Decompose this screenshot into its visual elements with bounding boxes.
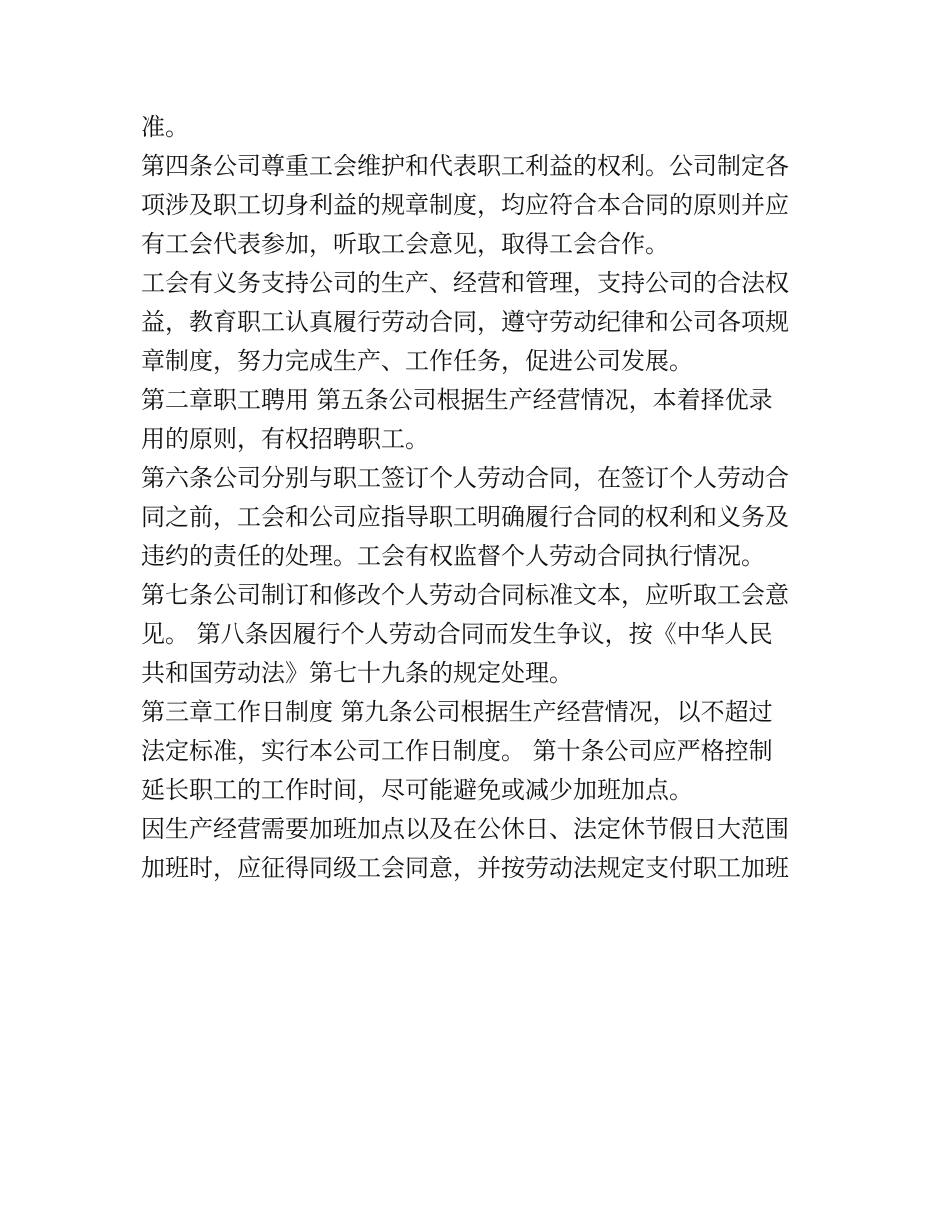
text-line: 章制度，努力完成生产、工作任务，促进公司发展。 <box>141 347 693 375</box>
text-line: 见。 第八条因履行个人劳动合同而发生争议，按《中华人民 <box>141 620 773 648</box>
text-line: 第三章工作日制度 第九条公司根据生产经营情况，以不超过 <box>141 698 773 726</box>
text-line: 第六条公司分别与职工签订个人劳动合同，在签订个人劳动合 <box>141 464 789 492</box>
text-line: 益，教育职工认真履行劳动合同，遵守劳动纪律和公司各项规 <box>141 308 789 336</box>
text-line: 因生产经营需要加班加点以及在公休日、法定休节假日大范围 <box>141 815 789 843</box>
text-line: 第七条公司制订和修改个人劳动合同标准文本，应听取工会意 <box>141 581 789 609</box>
text-line: 第四条公司尊重工会维护和代表职工利益的权利。公司制定各 <box>141 152 789 180</box>
text-line: 加班时，应征得同级工会同意，并按劳动法规定支付职工加班 <box>141 854 789 882</box>
text-line: 第二章职工聘用 第五条公司根据生产经营情况，本着择优录 <box>141 386 773 414</box>
text-line: 准。 <box>141 113 189 141</box>
text-line: 用的原则，有权招聘职工。 <box>141 425 429 453</box>
text-line: 项涉及职工切身利益的规章制度，均应符合本合同的原则并应 <box>141 191 789 219</box>
text-line: 共和国劳动法》第七十九条的规定处理。 <box>141 659 573 687</box>
text-line: 同之前，工会和公司应指导职工明确履行合同的权利和义务及 <box>141 503 789 531</box>
text-line: 违约的责任的处理。工会有权监督个人劳动合同执行情况。 <box>141 542 765 570</box>
text-line: 有工会代表参加，听取工会意见，取得工会合作。 <box>141 230 669 258</box>
text-line: 延长职工的工作时间，尽可能避免或减少加班加点。 <box>141 776 693 804</box>
text-line: 工会有义务支持公司的生产、经营和管理，支持公司的合法权 <box>141 269 789 297</box>
text-line: 法定标准，实行本公司工作日制度。 第十条公司应严格控制 <box>141 737 773 765</box>
document-body <box>141 108 821 888</box>
